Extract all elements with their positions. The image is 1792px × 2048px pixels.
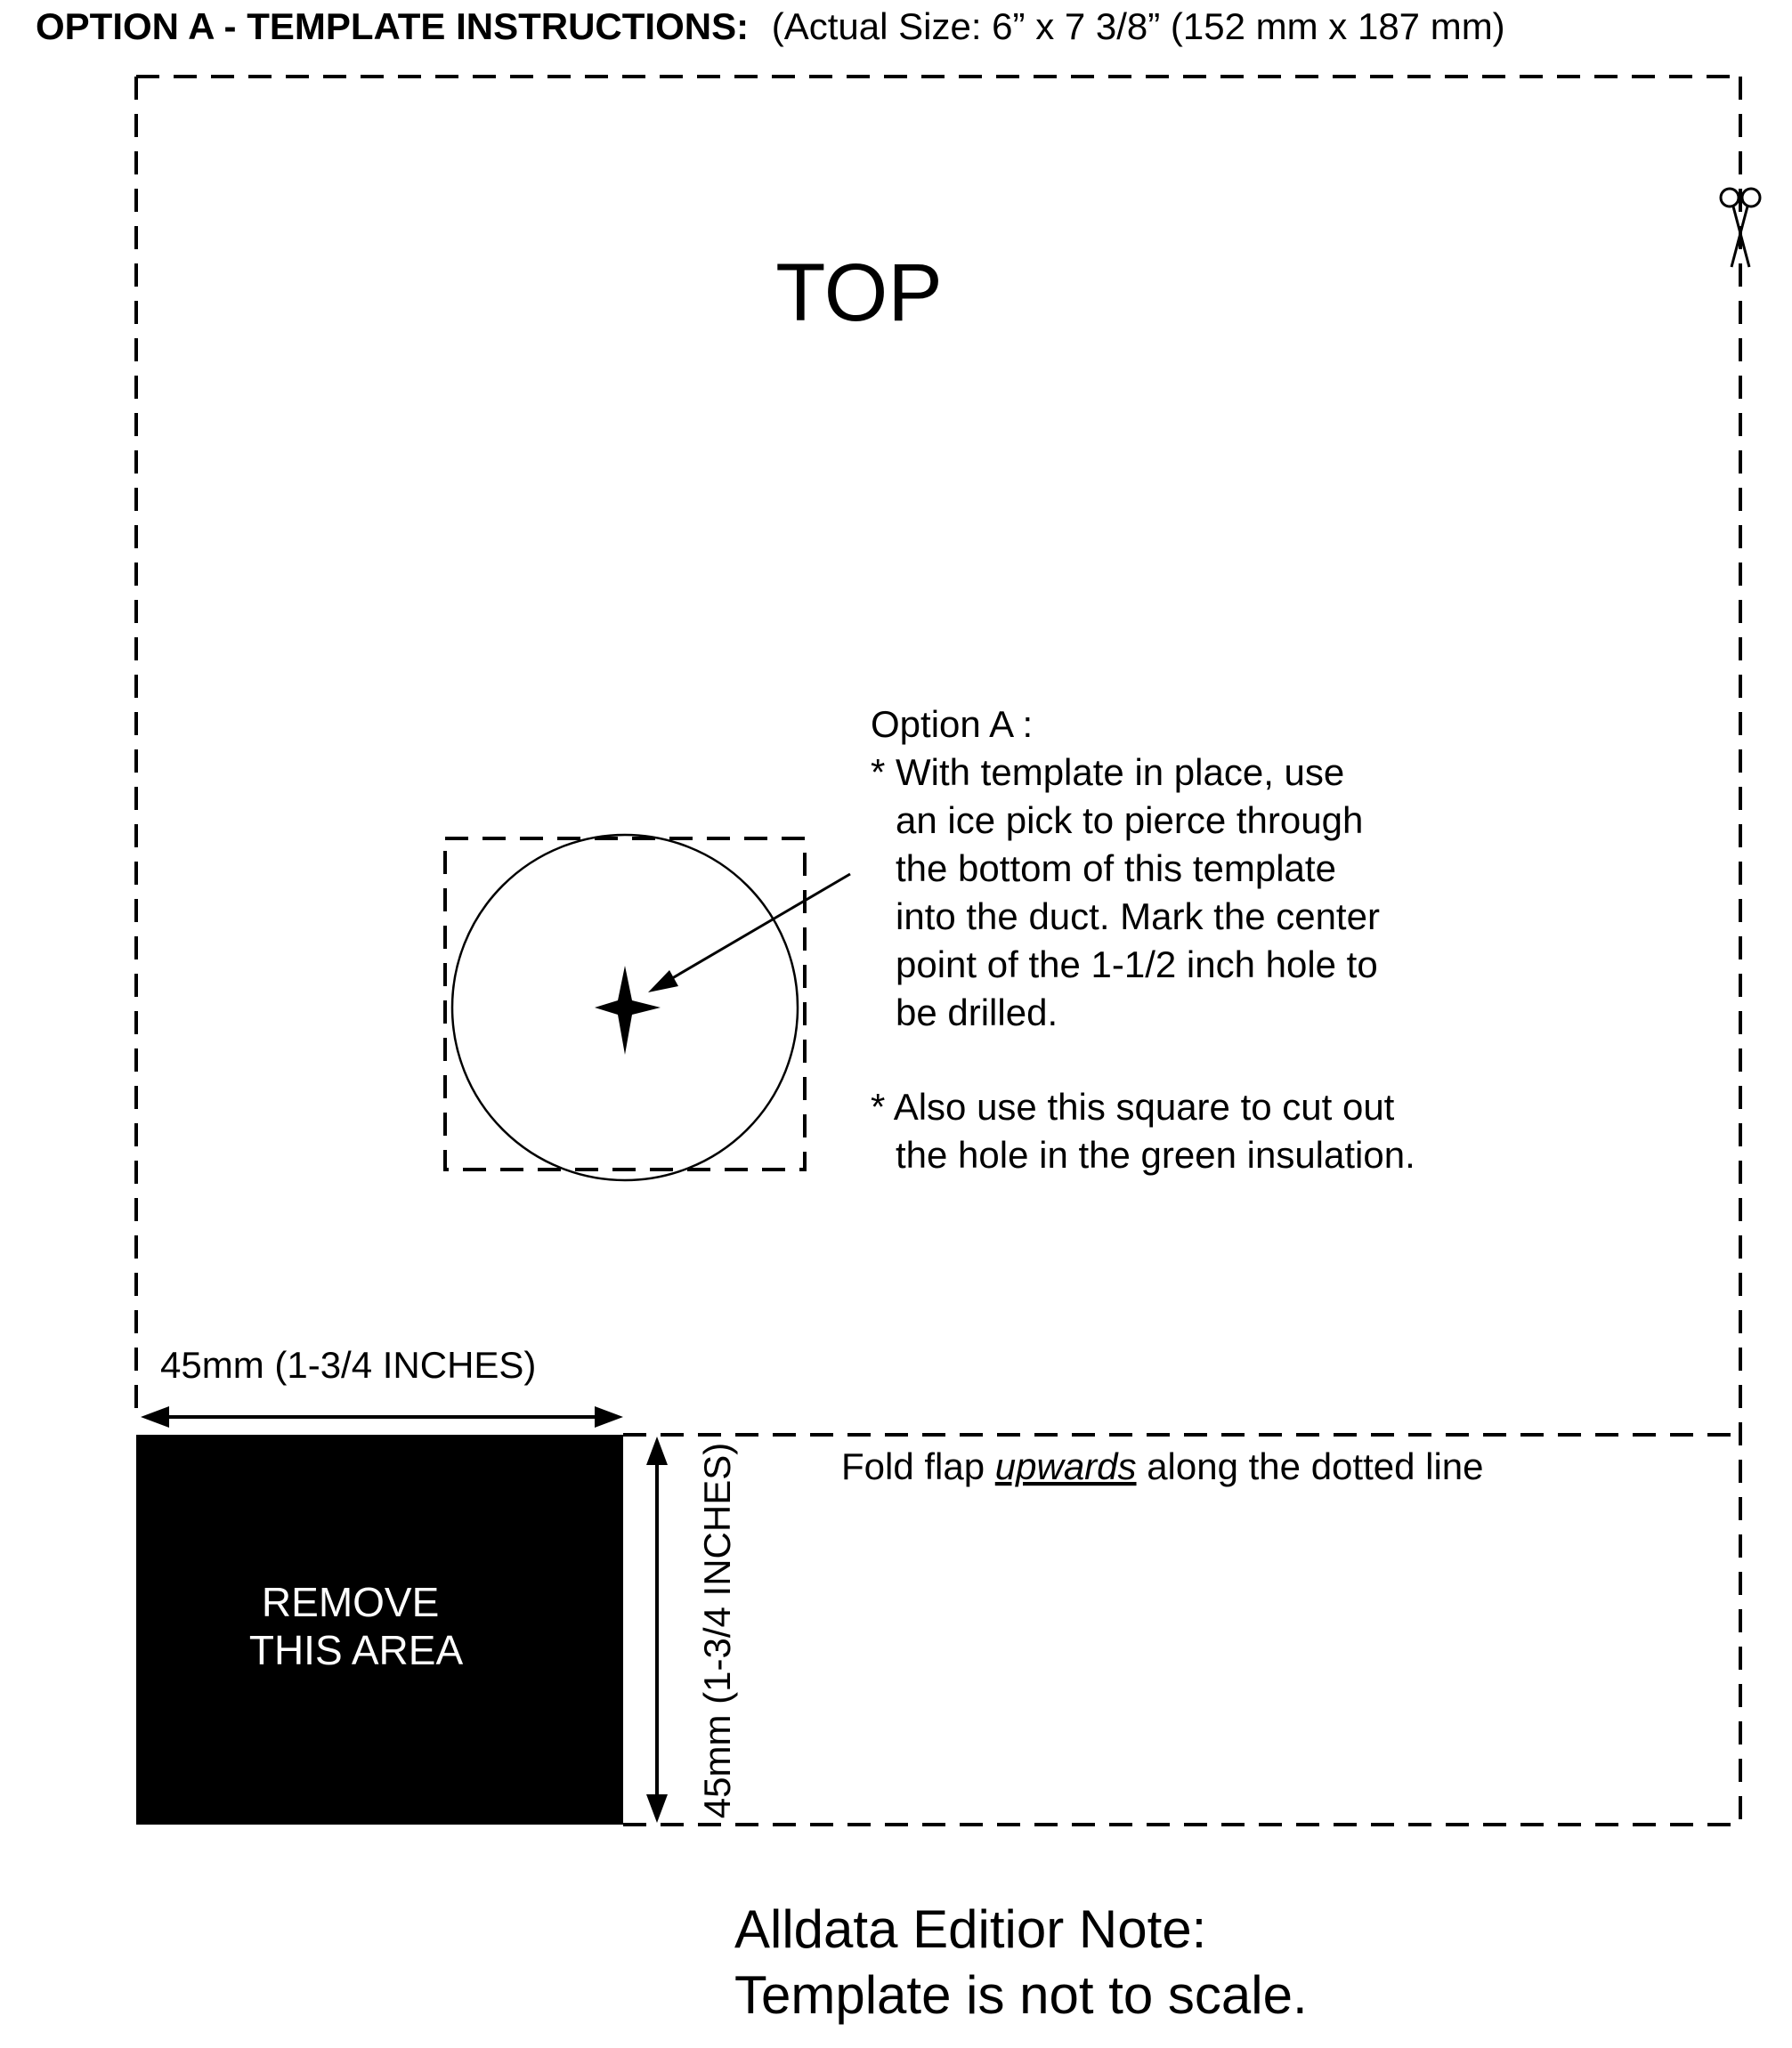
remove-area-line-2: THIS AREA <box>248 1627 464 1673</box>
top-label: TOP <box>775 247 943 338</box>
width-dimension-label: 45mm (1-3/4 INCHES) <box>160 1344 537 1386</box>
width-dimension-arrow <box>141 1406 623 1428</box>
note-line-1: Option A : <box>871 703 1034 745</box>
fold-instruction-after: along the dotted line <box>1147 1445 1484 1487</box>
fold-instruction-emphasis: upwards <box>994 1445 1137 1487</box>
heading-bold-text: OPTION A - TEMPLATE INSTRUCTIONS: <box>36 5 750 47</box>
fold-instruction-before: Fold flap <box>841 1445 995 1487</box>
fold-instruction <box>841 1445 1484 1487</box>
editor-note-line-2: Template is not to scale. <box>734 1965 1308 2025</box>
heading-normal-text: (Actual Size: 6” x 7 3/8” (152 mm x 187 mm) <box>771 5 1505 47</box>
height-dimension-arrow <box>646 1437 668 1823</box>
note-line-8: * Also use this square to cut out <box>871 1086 1395 1128</box>
note-line-2: * With template in place, use <box>871 751 1345 793</box>
editor-note <box>734 1899 1308 2025</box>
page-heading <box>36 5 1505 47</box>
height-dimension-label: 45mm (1-3/4 INCHES) <box>696 1442 738 1819</box>
note-line-9: the hole in the green insulation. <box>896 1134 1415 1176</box>
option-a-note <box>871 703 1415 1176</box>
crosshair-icon <box>595 966 661 1055</box>
note-line-5: into the duct. Mark the center <box>896 895 1380 937</box>
note-line-4: the bottom of this template <box>896 847 1336 889</box>
note-line-3: an ice pick to pierce through <box>896 799 1364 841</box>
remove-area-line-1: REMOVE <box>261 1579 440 1625</box>
note-line-6: point of the 1-1/2 inch hole to <box>896 943 1378 985</box>
editor-note-line-1: Alldata Editior Note: <box>734 1899 1207 1959</box>
pointer-arrow <box>648 874 850 992</box>
note-line-7: be drilled. <box>896 992 1058 1033</box>
